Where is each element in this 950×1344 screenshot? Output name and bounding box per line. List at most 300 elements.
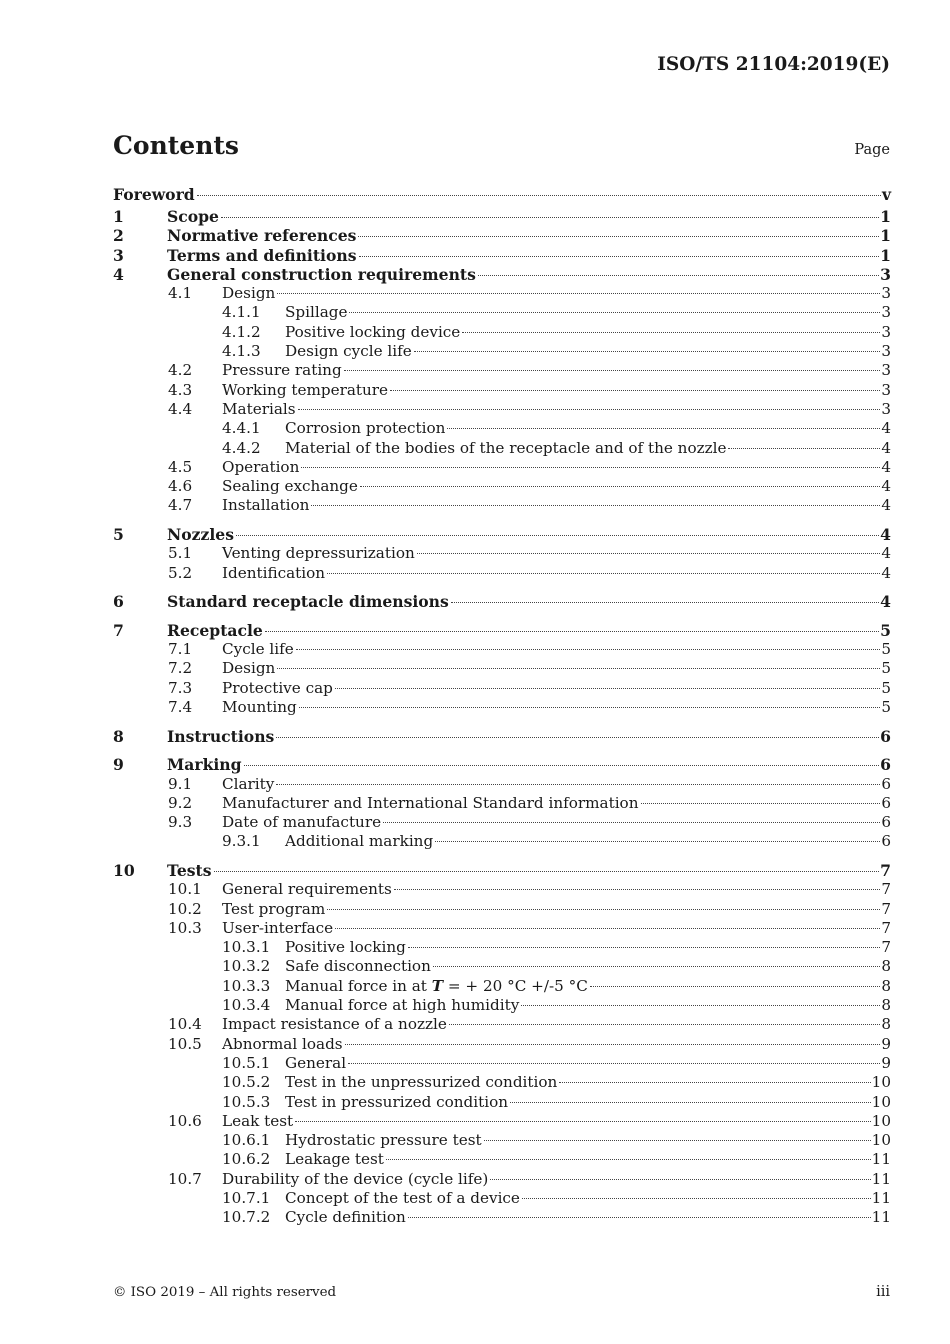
toc-entry[interactable] [113,1131,891,1150]
toc-entry-page: 6 [881,774,891,793]
dot-leader [335,927,880,929]
dot-leader [327,908,880,910]
toc-entry-title [222,284,275,303]
toc-entry-page: 4 [880,592,891,612]
toc-entry-number: 10.5.1 [222,1053,271,1072]
toc-entry-label [222,813,891,832]
toc-entry[interactable] [113,659,891,678]
toc-entry[interactable] [113,323,891,342]
toc-entry-title [167,592,449,611]
toc-entry-title-text: Foreword [113,185,195,204]
dot-leader [276,783,880,785]
toc-entry-label [285,977,891,996]
toc-entry-title [285,977,588,996]
toc-entry[interactable] [113,900,891,919]
toc-entry-label [285,419,891,438]
dot-leader [462,331,880,333]
toc-entry-number: 4.1 [168,284,193,303]
toc-entry-title [222,496,309,515]
dot-leader [449,1023,881,1025]
toc-entry-title [167,525,234,544]
toc-entry-title-text: Date of manufacture [222,813,382,832]
toc-entry-label [222,1112,891,1131]
toc-entry-title-text: Cycle definition [285,1208,406,1227]
toc-entry-label [167,207,891,226]
toc-entry-title [167,246,357,265]
toc-entry-title-text: Venting depressurization [222,544,415,563]
toc-entry-page: 11 [871,1169,891,1188]
toc-entry-page: 6 [880,755,891,775]
toc-entry[interactable] [113,1170,891,1189]
dot-leader [221,216,879,218]
toc-entry-number: 10.3 [168,918,202,937]
toc-entry-number: 4 [113,264,124,284]
toc-entry[interactable] [113,1054,891,1073]
toc-entry[interactable] [113,727,891,746]
toc-entry-number: 9.2 [168,793,193,812]
page-column-label: Page [854,142,890,158]
toc-entry-number: 5.2 [168,563,193,582]
toc-entry-page: 8 [881,996,891,1015]
toc-entry-number: 10.6.1 [222,1131,271,1150]
toc-entry-number: 4.4.2 [222,438,261,457]
toc-entry-label [222,1015,891,1034]
toc-entry-title [222,640,294,659]
toc-entry-title-text: Materials [222,399,296,418]
toc-entry-label [285,1131,891,1150]
toc-entry-label [222,1170,891,1189]
toc-entry-label [167,727,891,746]
toc-entry-number: 1 [113,207,124,226]
toc-entry[interactable] [113,957,891,976]
toc-entry-page: 6 [881,832,891,851]
toc-entry[interactable] [113,342,891,361]
toc-entry[interactable] [113,1035,891,1054]
dot-leader [265,630,879,632]
toc-entry-title [285,1093,508,1112]
toc-entry-title-text: Receptacle [167,620,263,640]
toc-entry[interactable] [113,284,891,303]
toc-entry-title-text: Sealing exchange [222,477,358,496]
toc-entry-number: 7.1 [168,640,193,659]
toc-entry-label [222,900,891,919]
toc-entry-number: 10.5.3 [222,1092,271,1111]
toc-entry-page: 4 [881,457,891,476]
toc-entry-label [222,679,891,698]
toc-entry-number: 4.4.1 [222,419,261,438]
toc-entry-number: 7 [113,620,124,640]
dot-leader [359,255,880,257]
toc-entry[interactable] [113,996,891,1015]
toc-entry-page: 7 [881,899,891,918]
toc-entry-number: 10.5.2 [222,1073,271,1092]
dot-leader [394,888,881,890]
dot-leader [299,706,881,708]
toc-entry-label [285,832,891,851]
toc-entry-title [285,1189,520,1208]
dot-leader [345,1043,881,1045]
toc-entry-label [222,458,891,477]
toc-entry-label [222,659,891,678]
toc-entry-number: 4.1.2 [222,322,261,341]
toc-entry-page: 5 [881,659,891,678]
toc-entry-title-text: Terms and definitions [167,245,357,265]
toc-entry[interactable] [113,525,891,544]
toc-entry[interactable] [113,265,891,284]
toc-entry-label [222,640,891,659]
toc-entry-title-text: Positive locking device [285,322,461,341]
dot-leader [522,1197,871,1199]
toc-entry[interactable] [113,1208,891,1227]
toc-entry-title [167,621,263,640]
toc-entry-page: 5 [881,698,891,717]
dot-leader [360,485,880,487]
toc-entry-label [285,323,891,342]
toc-entry-page: 3 [881,399,891,418]
toc-entry-title [222,1112,293,1131]
toc-entry[interactable] [113,381,891,400]
toc-entry[interactable] [113,458,891,477]
dot-leader [390,389,880,391]
toc-entry-page: 3 [881,322,891,341]
toc-entry-label [285,938,891,957]
toc-entry-number: 10.7.1 [222,1189,271,1208]
toc-entry-page: 10 [871,1131,891,1150]
toc-entry[interactable] [113,1073,891,1092]
toc-entry-page: 10 [871,1073,891,1092]
dot-leader [521,1004,880,1006]
toc-entry-page: 4 [881,438,891,457]
toc-entry-number: 8 [113,726,124,746]
toc-entry-page: 3 [881,380,891,399]
toc-entry[interactable] [113,698,891,717]
dot-leader [197,194,881,196]
toc-entry-title-text: Leakage test [285,1150,384,1169]
toc-entry[interactable] [113,832,891,851]
dot-leader [383,821,880,823]
toc-entry-title-text: General requirements [222,880,392,899]
toc-entry[interactable] [113,544,891,563]
toc-entry-page: 3 [881,284,891,303]
dot-leader [335,687,880,689]
toc-entry-title-text: Test program [222,899,326,918]
toc-entry-title-text: Test in pressurized condition [285,1092,509,1111]
toc-entry-label [222,698,891,717]
toc-entry[interactable] [113,439,891,458]
toc-entry-number: 10.3.1 [222,938,271,957]
toc-entry-title-text: Spillage [285,303,348,322]
toc-entry-number: 9.3.1 [222,832,261,851]
dot-leader [349,311,880,313]
toc-entry-number: 7.3 [168,678,193,697]
dot-leader [590,985,880,987]
toc-entry-title-variable: T [431,976,444,995]
toc-entry-title [222,381,388,400]
toc-entry-title-text: Design [222,284,276,303]
toc-entry-number: 9.1 [168,774,193,793]
dot-leader [641,802,881,804]
toc-entry-label [222,361,891,380]
toc-entry-title-text: Hydrostatic pressure test [285,1131,482,1150]
toc-entry[interactable] [113,794,891,813]
dot-leader [298,408,881,410]
toc-entry-title [167,226,356,245]
toc-entry-title-text: Nozzles [167,525,234,545]
toc-entry[interactable] [113,419,891,438]
toc-entry-title-text: Additional marking [285,832,434,851]
toc-entry-page: 8 [881,976,891,995]
toc-entry-title-suffix: = + 20 °C +/-5 °C [443,976,588,995]
dot-leader [344,369,881,371]
toc-entry-page: 4 [881,544,891,563]
toc-entry[interactable] [113,207,891,226]
toc-entry-number: 4.7 [168,496,193,515]
toc-entry[interactable] [113,1150,891,1169]
toc-entry-title-text: Material of the bodies of the receptacle and of the nozzle [285,438,727,457]
toc-entry[interactable] [113,496,891,515]
toc-entry-title-text: Abnormal loads [222,1034,343,1053]
toc-entry-label [222,477,891,496]
toc-entry-page: 4 [880,525,891,545]
toc-entry-page: 7 [881,938,891,957]
toc-entry-title [222,900,325,919]
toc-entry-title [222,564,325,583]
toc-entry[interactable] [113,861,891,880]
toc-entry-title-text: Marking [167,755,242,775]
toc-entry-label [222,544,891,563]
toc-entry-title [222,659,275,678]
toc-entry-page: 10 [871,1111,891,1130]
toc-entry-page: 5 [880,620,891,640]
page-title: Contents [113,131,240,160]
toc-entry-number: 7.4 [168,698,193,717]
toc-entry-number: 9.3 [168,813,193,832]
toc-entry[interactable] [113,477,891,496]
toc-entry-title-text: Scope [167,207,219,226]
toc-entry-page: 6 [881,793,891,812]
toc-entry[interactable] [113,1093,891,1112]
toc-entry-label [222,794,891,813]
toc-entry-label [222,400,891,419]
toc-entry-title [167,265,476,284]
toc-entry[interactable] [113,938,891,957]
toc-entry[interactable] [113,880,891,899]
toc-entry-title-text: Working temperature [222,380,389,399]
dot-leader [277,292,880,294]
toc-entry-title-text: Design [222,659,276,678]
toc-entry-title [285,323,460,342]
toc-entry-label [222,284,891,303]
toc-entry-title [167,727,274,746]
toc-entry-label [222,564,891,583]
toc-entry-number: 10.1 [168,880,202,899]
toc-entry-title [222,775,274,794]
toc-entry-label [285,303,891,322]
toc-entry-title [222,794,639,813]
dot-leader [510,1101,871,1103]
copyright-notice: © ISO 2019 – All rights reserved [113,1285,337,1300]
toc-entry-number: 10.3.3 [222,976,271,995]
toc-entry-title [167,755,242,774]
toc-entry-label [285,439,891,458]
toc-entry-title-text: Manual force in at [285,976,427,995]
toc-entry[interactable] [113,246,891,265]
toc-entry-title-text: Safe disconnection [285,957,431,976]
toc-entry[interactable] [113,679,891,698]
toc-entry-title-text: Instructions [167,726,275,746]
toc-entry-title-text: Test in the unpressurized condition [285,1073,558,1092]
toc-entry[interactable] [113,813,891,832]
toc-entry[interactable] [113,592,891,611]
toc-entry-page: 3 [881,361,891,380]
toc-entry-number: 4.6 [168,477,193,496]
toc-entry-title-text: Concept of the test of a device [285,1189,520,1208]
toc-entry-label [285,1150,891,1169]
toc-entry-title-text: Mounting [222,698,297,717]
toc-entry-page: 7 [881,918,891,937]
dot-leader [276,736,879,738]
toc-entry[interactable] [113,1015,891,1034]
toc-entry-title [285,342,412,361]
toc-entry-page: 1 [880,245,891,265]
toc-entry-page: 5 [881,678,891,697]
toc-entry-title [222,880,392,899]
toc-entry-number: 10.7 [168,1169,202,1188]
toc-entry-title-text: Manual force at high humidity [285,996,520,1015]
toc-entry-page: 9 [881,1053,891,1072]
toc-entry-number: 10.6.2 [222,1150,271,1169]
toc-entry-page: 1 [880,226,891,246]
toc-entry-title [222,813,381,832]
toc-entry-number: 4.2 [168,361,193,380]
toc-entry-number: 5 [113,525,124,545]
toc-entry-number: 4.3 [168,380,193,399]
toc-entry-label [167,226,891,245]
toc-entry-number: 10.7.2 [222,1208,271,1227]
toc-entry-title [285,439,726,458]
toc-entry-number: 5.1 [168,544,193,563]
dot-leader [295,1120,871,1122]
toc-entry-label [222,1035,891,1054]
dot-leader [414,350,881,352]
toc-entry-title [222,679,333,698]
toc-entry-title-text: Pressure rating [222,361,342,380]
toc-entry-number: 10.6 [168,1111,202,1130]
toc-entry-title [222,477,358,496]
toc-entry-number: 10.5 [168,1034,202,1053]
toc-entry-title-text: Normative references [167,226,357,246]
dot-leader [447,427,880,429]
toc-entry-number: 6 [113,592,124,612]
toc-entry[interactable] [113,919,891,938]
toc-entry-title [285,832,433,851]
toc-entry-page: 11 [871,1189,891,1208]
toc-entry-label [167,265,891,284]
toc-entry-number: 4.1.3 [222,342,261,361]
toc-entry[interactable] [113,1189,891,1208]
toc-entry[interactable] [113,775,891,794]
toc-entry-label [222,775,891,794]
toc-entry-label [113,185,891,204]
toc-entry-title [285,419,445,438]
toc-entry-title [285,303,347,322]
toc-entry-title-text: Tests [167,860,212,880]
toc-entry[interactable] [113,621,891,640]
dot-leader [358,235,879,237]
toc-entry-title-text: Leak test [222,1111,294,1130]
toc-entry-title [222,400,296,419]
toc-entry-title [285,996,519,1015]
toc-entry[interactable] [113,185,891,207]
toc-entry-title-text: Design cycle life [285,342,412,361]
dot-leader [417,552,881,554]
dot-leader [236,534,879,536]
document-id: ISO/TS 21104:2019(E) [657,54,890,75]
toc-entry-page: 7 [880,860,891,880]
toc-entry-number: 10.3.4 [222,996,271,1015]
toc-entry[interactable] [113,564,891,583]
table-of-contents [113,185,891,1228]
toc-entry-label [167,592,891,611]
toc-entry-title [222,698,297,717]
toc-entry-label [285,342,891,361]
toc-entry-title [285,938,406,957]
toc-entry-title-text: Cycle life [222,640,294,659]
toc-entry-title [167,207,219,226]
toc-entry-label [285,1208,891,1227]
toc-entry-page: 11 [871,1150,891,1169]
page-number: iii [876,1284,890,1300]
toc-entry-title [113,185,195,204]
toc-entry[interactable] [113,400,891,419]
toc-entry-number: 7.2 [168,659,193,678]
toc-entry-title [222,361,342,380]
toc-entry-number: 9 [113,755,124,775]
toc-entry-title-text: Corrosion protection [285,419,446,438]
dot-leader [386,1158,871,1160]
toc-entry-page: 8 [881,1015,891,1034]
toc-entry[interactable] [113,226,891,245]
dot-leader [408,946,881,948]
toc-entry-title-text: Positive locking [285,938,406,957]
toc-entry-label [167,861,891,880]
toc-entry-page: 3 [881,303,891,322]
toc-entry-label [167,525,891,544]
toc-entry-title [285,1131,482,1150]
toc-entry-page: 6 [881,813,891,832]
toc-entry-number: 4.1.1 [222,303,261,322]
toc-entry[interactable] [113,640,891,659]
toc-entry[interactable] [113,303,891,322]
toc-entry-number: 4.5 [168,457,193,476]
toc-entry-title-text: Clarity [222,774,275,793]
toc-entry-label [167,755,891,774]
toc-entry[interactable] [113,977,891,996]
toc-entry-title [285,957,431,976]
dot-leader [559,1081,870,1083]
toc-entry[interactable] [113,1112,891,1131]
toc-entry-title [285,1073,557,1092]
toc-entry-title-text: General construction requirements [167,264,476,284]
toc-entry-label [222,919,891,938]
toc-entry[interactable] [113,361,891,380]
toc-entry-number: 3 [113,245,124,265]
toc-entry-number: 10.3.2 [222,957,271,976]
dot-leader [433,965,880,967]
toc-entry[interactable] [113,755,891,774]
toc-entry-page: 4 [881,419,891,438]
toc-entry-title-text: Durability of the device (cycle life) [222,1169,489,1188]
